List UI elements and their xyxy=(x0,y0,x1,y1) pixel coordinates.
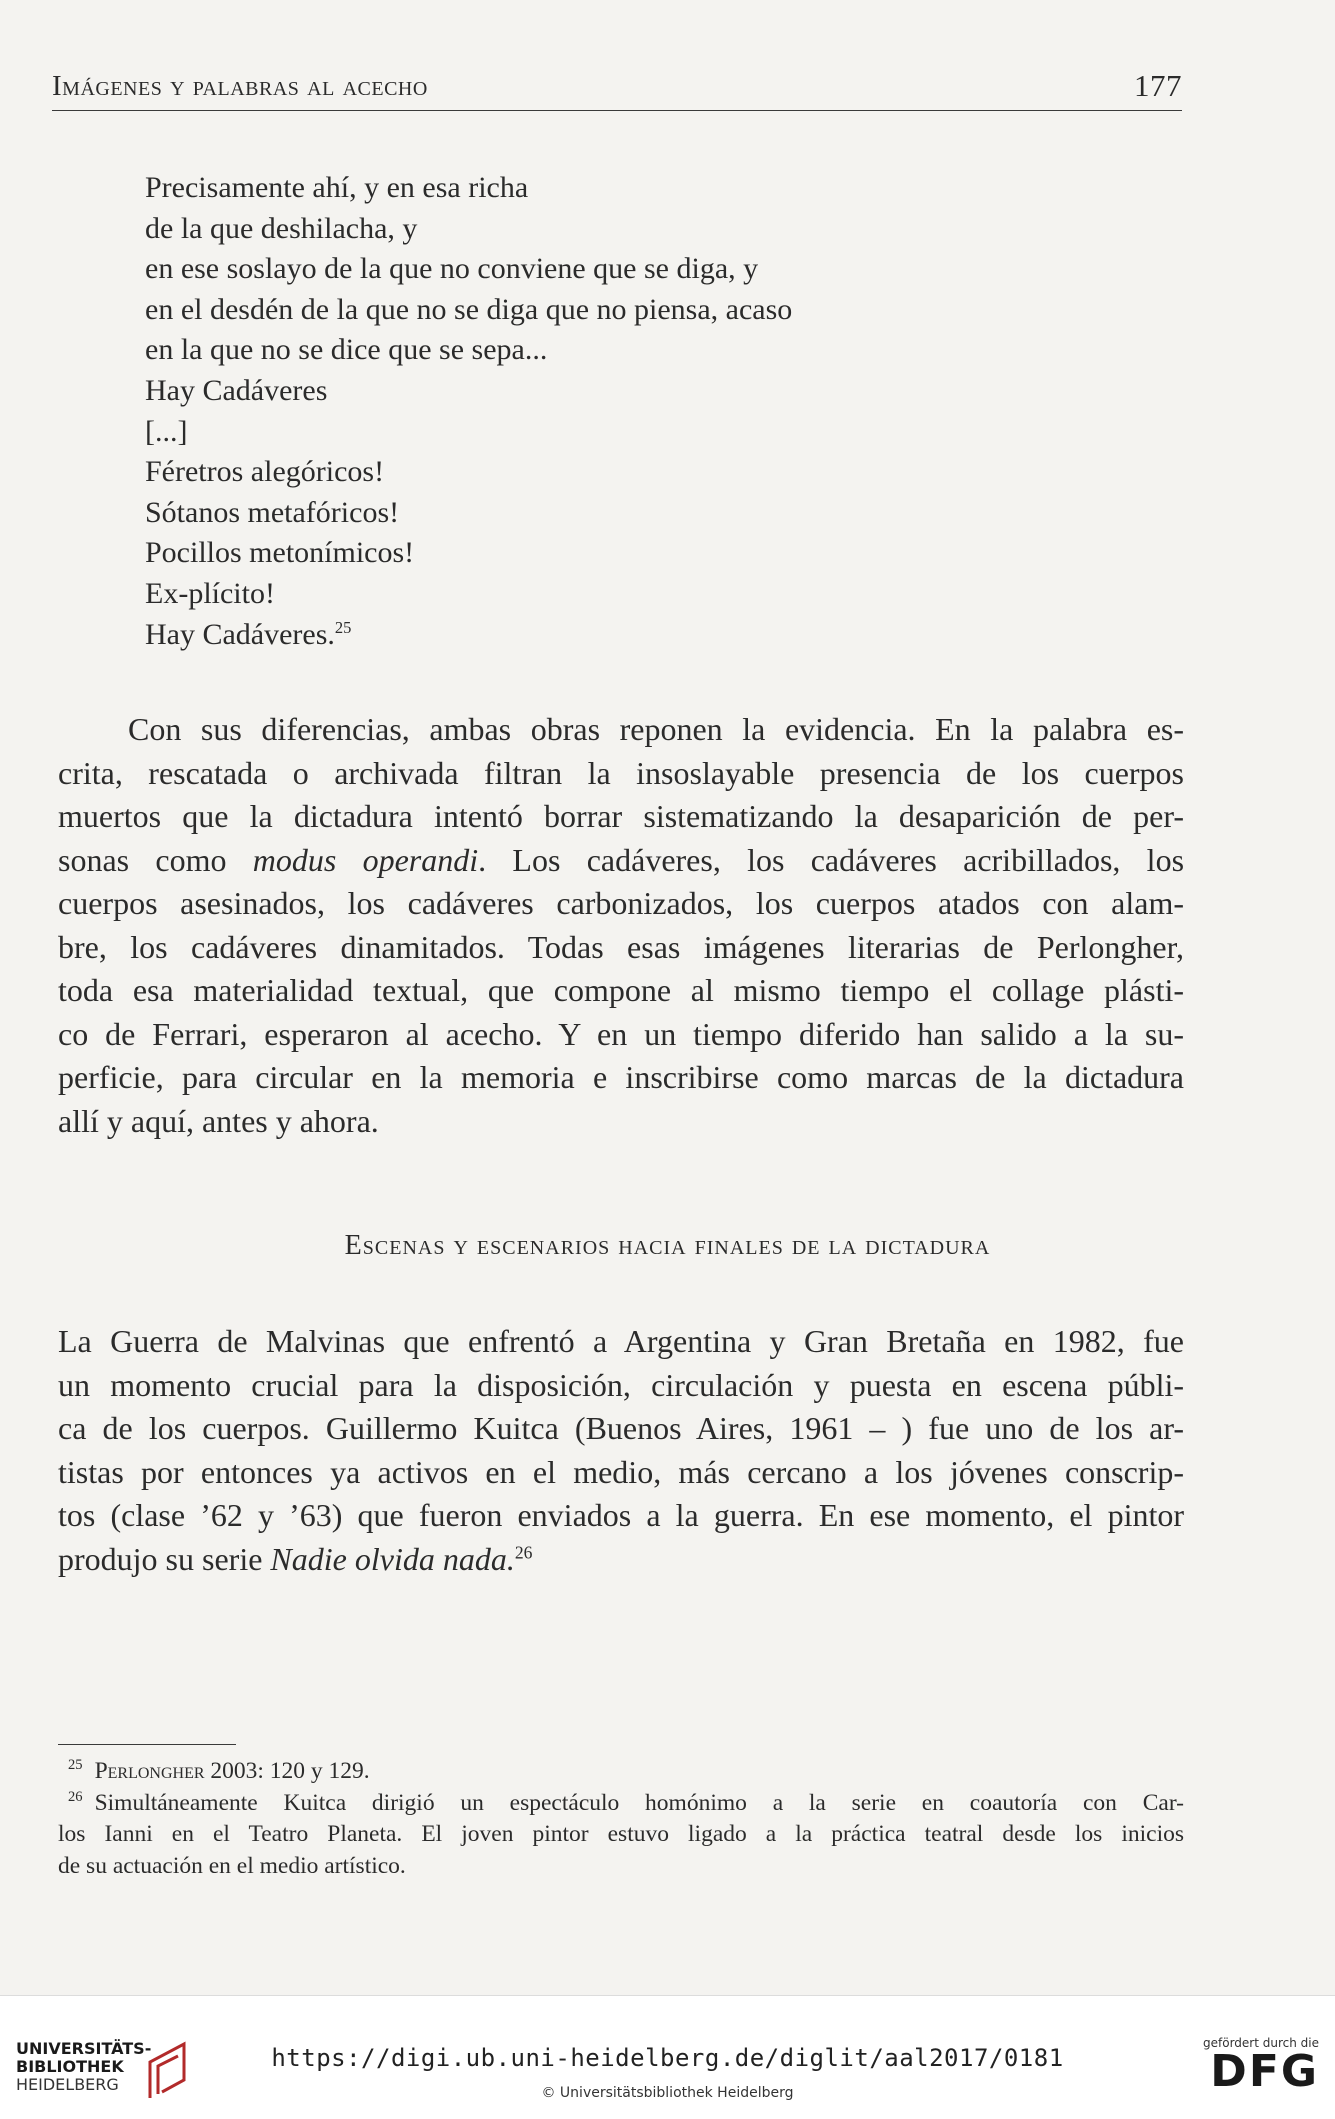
text-line: crita, rescatada o archivada filtran la insoslayable presencia de los cuerpos xyxy=(58,754,1184,791)
text-line: cuerpos asesinados, los cadáveres carbonizados, los cuerpos atados con alam- xyxy=(58,885,1184,921)
funder-note: gefördert durch die xyxy=(1203,2036,1319,2050)
poem-line: Pocillos metonímicos! xyxy=(145,536,415,570)
poem-line: Hay Cadáveres xyxy=(145,373,328,407)
poem-line: en la que no se dice que se sepa... xyxy=(145,333,548,367)
poem-line: Féretros alegóricos! xyxy=(145,455,385,489)
italic-term: modus operandi xyxy=(252,841,479,878)
text-line: sonas como modus operandi. Los cadáveres, los cadáveres acribillados, los xyxy=(58,841,1185,878)
poem-line: Ex-plícito! xyxy=(145,576,275,610)
poem-line: en ese soslayo de la que no conviene que se diga, y xyxy=(145,252,759,286)
funder-name: DFG xyxy=(1210,2046,1319,2097)
text-line: muertos que la dictadura intentó borrar sistematizando la desaparición de per- xyxy=(58,798,1184,834)
poem-quote xyxy=(145,168,792,655)
permalink-url[interactable]: https://digi.ub.uni-heidelberg.de/diglit/aal2017/0181 xyxy=(271,2044,1064,2072)
text-line: bre, los cadáveres dinamitados. Todas esas imágenes literarias de Perlongher, xyxy=(58,928,1184,965)
dfg-logo[interactable] xyxy=(1189,2036,1319,2097)
body-paragraph-2 xyxy=(58,1320,1184,1581)
poem-line: [...] xyxy=(145,414,188,448)
footnote-25: $^{25}$ Perlongher 2003: 120 y 129. xyxy=(68,1757,370,1784)
text-line: produjo su serie Nadie olvida nada.$^{26}$ xyxy=(58,1540,533,1577)
footnote-26-line: de su actuación en el medio artístico. xyxy=(58,1852,406,1879)
footnote-ref-25[interactable]: 25 xyxy=(334,617,352,637)
footnote-ref-26[interactable]: 26 xyxy=(514,1541,533,1562)
footnote-26-line: los Ianni en el Teatro Planeta. El joven pintor estuvo ligado a la práctica teatral desde los inicios xyxy=(58,1821,1184,1847)
section-heading: Escenas y escenarios hacia finales de la dictadura xyxy=(344,1230,991,1261)
text-line: allí y aquí, antes y ahora. xyxy=(58,1102,379,1139)
footnote-divider xyxy=(58,1744,236,1745)
library-name-line: BIBLIOTHEK xyxy=(16,2057,124,2076)
italic-title: Nadie olvida nada. xyxy=(270,1540,515,1577)
poem-line: de la que deshilacha, y xyxy=(145,211,418,245)
text-line: un momento crucial para la disposición, circulación y puesta en escena públi- xyxy=(58,1366,1184,1403)
text-line: tos (clase ’62 y ’63) que fueron enviados a la guerra. En ese momento, el pintor xyxy=(58,1497,1184,1533)
page-number: 177 xyxy=(1134,68,1182,103)
footnote-26: $^{26}$ Simultáneamente Kuitca dirigió un espectáculo homónimo a la serie en coautoría con Car- xyxy=(68,1788,1184,1816)
body-paragraph-1 xyxy=(58,708,1184,1143)
text-line: Con sus diferencias, ambas obras reponen la evidencia. En la palabra es- xyxy=(128,711,1184,747)
poem-line: Sótanos metafóricos! xyxy=(145,495,400,529)
text-line: perficie, para circular en la memoria e inscribirse como marcas de la dictadura xyxy=(58,1059,1184,1095)
running-head-title: Imágenes y palabras al acecho xyxy=(52,70,428,102)
text-line: co de Ferrari, esperaron al acecho. Y en un tiempo diferido han salido a la su- xyxy=(58,1015,1184,1052)
poem-line: Hay Cadáveres.$^{25}$ xyxy=(145,617,352,651)
copyright-notice: © Universitätsbibliothek Heidelberg xyxy=(541,2085,794,2101)
viewer-footer xyxy=(0,1995,1335,2119)
poem-line: en el desdén de la que no se diga que no piensa, acaso xyxy=(145,292,793,326)
text-line: La Guerra de Malvinas que enfrentó a Argentina y Gran Bretaña en 1982, fue xyxy=(58,1323,1184,1359)
library-name-line: UNIVERSITÄTS- xyxy=(16,2039,152,2058)
footnotes xyxy=(58,1756,1184,1882)
text-line: tistas por entonces ya activos en el medio, más cercano a los jóvenes conscrip- xyxy=(58,1453,1184,1490)
poem-line: Precisamente ahí, y en esa richa xyxy=(145,171,529,204)
library-name-line: HEIDELBERG xyxy=(16,2075,119,2094)
running-head xyxy=(52,66,1182,111)
text-line: ca de los cuerpos. Guillermo Kuitca (Buenos Aires, 1961 – ) fue uno de los ar- xyxy=(58,1410,1184,1446)
text-line: toda esa materialidad textual, que compone al mismo tiempo el collage plásti- xyxy=(58,972,1184,1008)
